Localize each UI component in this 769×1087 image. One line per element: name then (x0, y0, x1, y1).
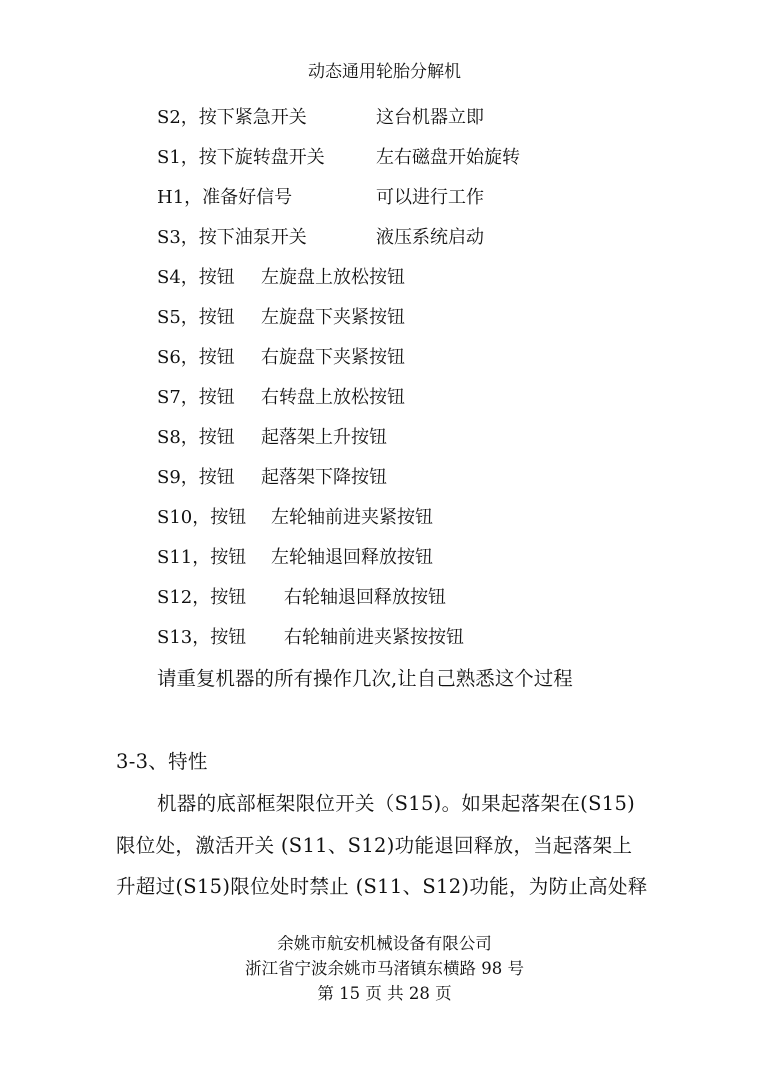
step-desc: 这台机器立即 (376, 107, 484, 128)
repeat-note: 请重复机器的所有操作几次,让自己熟悉这个过程 (157, 667, 573, 690)
step-code: S10，按钮 (157, 507, 247, 528)
footer-company: 余姚市航安机械设备有限公司 (277, 934, 492, 953)
step-code: S6，按钮 (157, 347, 235, 368)
step-desc: 左旋盘上放松按钮 (261, 267, 405, 288)
step-code: S5，按钮 (157, 307, 235, 328)
step-code: S8，按钮 (157, 427, 235, 448)
step-code: S9，按钮 (157, 467, 235, 488)
step-desc: 起落架下降按钮 (261, 467, 387, 488)
step-desc: 左轮轴退回释放按钮 (271, 547, 433, 568)
step-desc: 右转盘上放松按钮 (261, 387, 405, 408)
step-desc: 右轮轴退回释放按钮 (284, 587, 446, 608)
step-code: H1，准备好信号 (157, 187, 293, 208)
step-code: S12，按钮 (157, 587, 247, 608)
step-desc: 左旋盘下夹紧按钮 (261, 307, 405, 328)
footer-page-number: 第 15 页 共 28 页 (317, 984, 452, 1003)
step-code: S7，按钮 (157, 387, 235, 408)
step-desc: 起落架上升按钮 (261, 427, 387, 448)
step-desc: 可以进行工作 (376, 187, 484, 208)
page-header-title: 动态通用轮胎分解机 (308, 62, 461, 82)
step-code: S13，按钮 (157, 627, 247, 648)
step-code: S4，按钮 (157, 267, 235, 288)
step-desc: 左轮轴前进夹紧按钮 (271, 507, 433, 528)
step-code: S3，按下油泵开关 (157, 227, 307, 248)
step-desc: 右轮轴前进夹紧按按钮 (284, 627, 464, 648)
section-line: 机器的底部框架限位开关（S15)。如果起落架在(S15) (157, 792, 636, 815)
step-code: S11，按钮 (157, 547, 247, 568)
step-code: S2，按下紧急开关 (157, 107, 307, 128)
footer-address: 浙江省宁波余姚市马渚镇东横路 98 号 (245, 959, 524, 978)
section-line: 升超过(S15)限位处时禁止 (S11、S12)功能，为防止高处释 (116, 875, 648, 898)
step-desc: 左右磁盘开始旋转 (376, 147, 520, 168)
section-line: 限位处，激活开关 (S11、S12)功能退回释放，当起落架上 (116, 834, 633, 857)
step-code: S1，按下旋转盘开关 (157, 147, 325, 168)
step-desc: 右旋盘下夹紧按钮 (261, 347, 405, 368)
step-desc: 液压系统启动 (376, 227, 484, 248)
section-heading: 3-3、特性 (116, 750, 208, 773)
